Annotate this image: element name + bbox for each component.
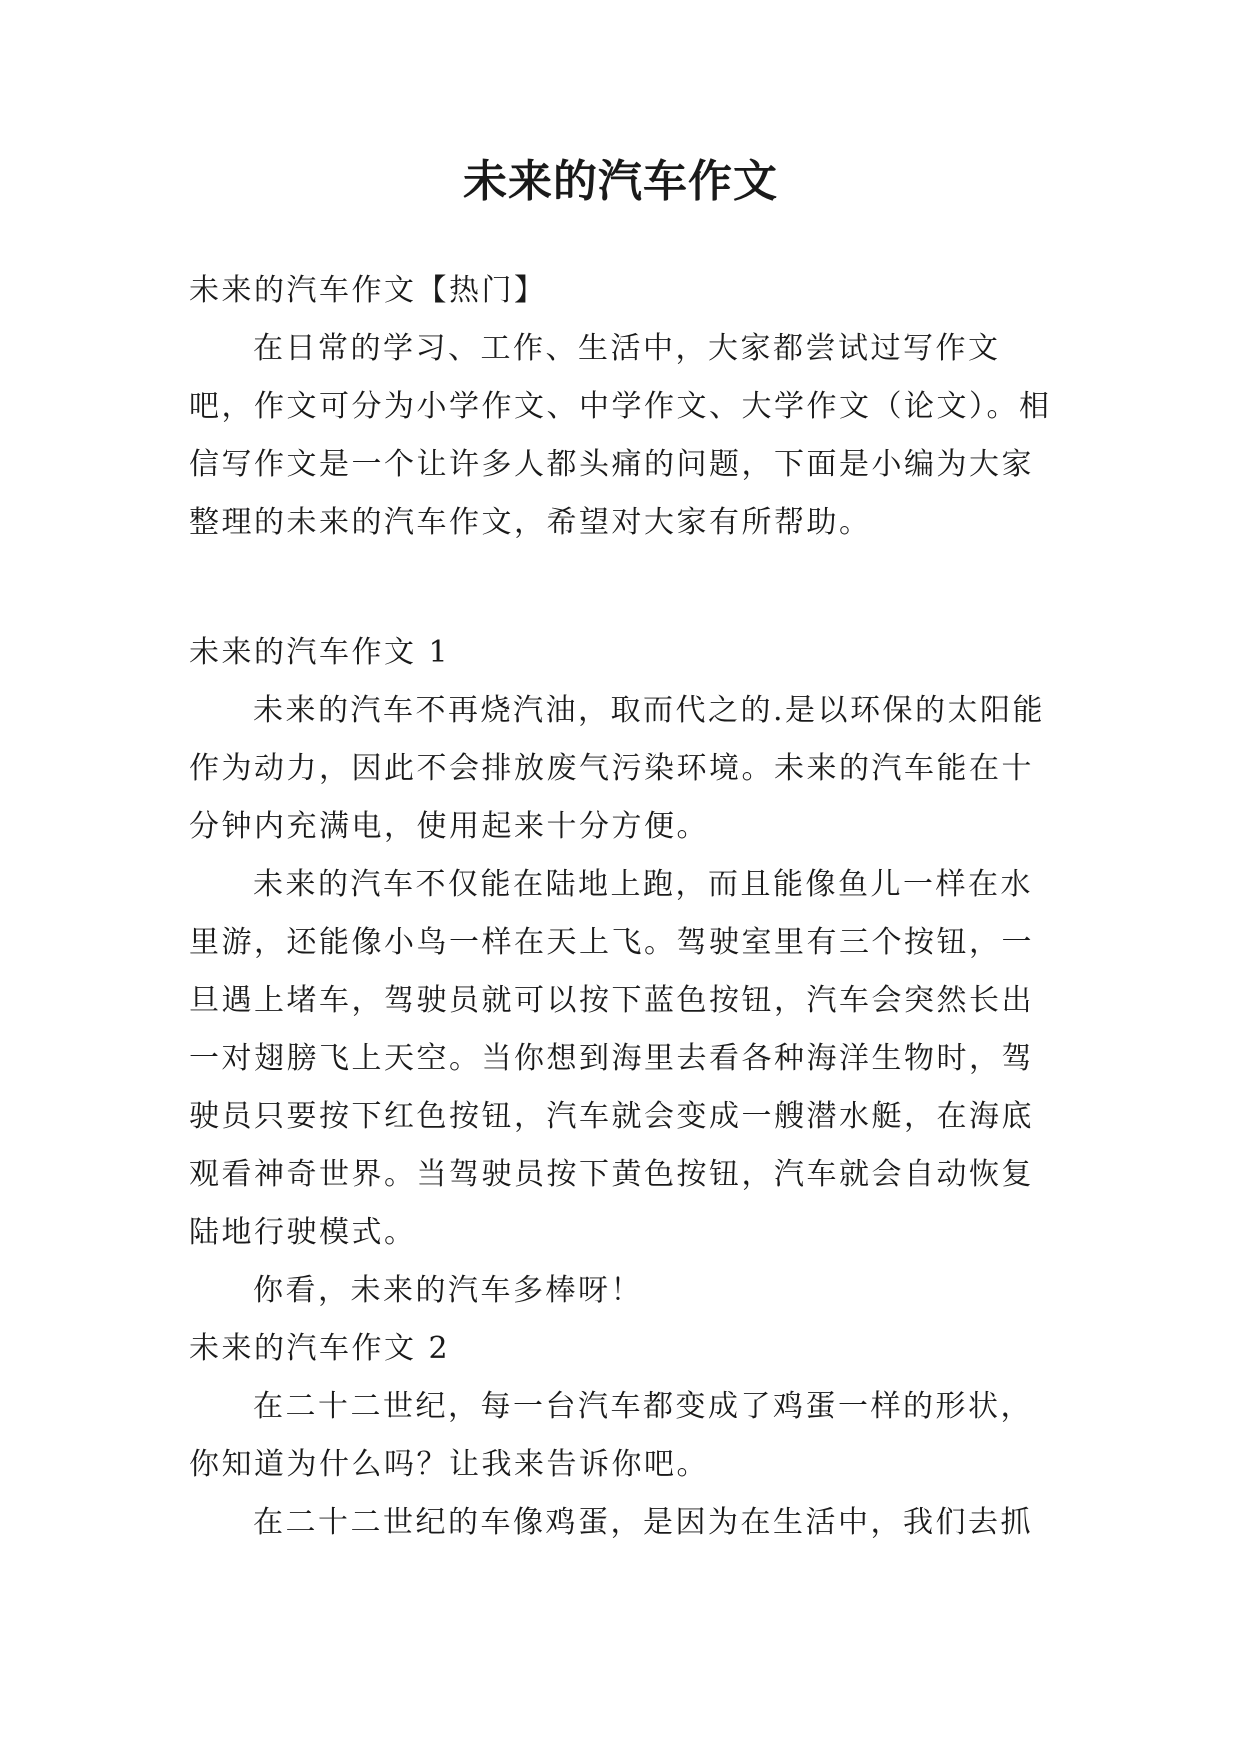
document-body: [189, 262, 1059, 1552]
section-spacer: [189, 552, 1059, 624]
intro-paragraph: 在日常的学习、工作、生活中，大家都尝试过写作文吧，作文可分为小学作文、中学作文、大学作文（论文）。相信写作文是一个让许多人都头痛的问题，下面是小编为大家整理的未来的汽车作文，希望对大家有所帮助。: [189, 331, 1052, 540]
essay-2-heading: 未来的汽车作文 2: [189, 1331, 451, 1366]
document-title: 未来的汽车作文: [463, 156, 778, 207]
intro-heading: 未来的汽车作文【热门】: [189, 273, 547, 308]
essay-2-paragraph-2: 在二十二世纪的车像鸡蛋，是因为在生活中，我们去抓: [253, 1505, 1033, 1540]
essay-1-paragraph-1: 未来的汽车不再烧汽油，取而代之的.是以环保的太阳能作为动力，因此不会排放废气污染环境。未来的汽车能在十分钟内充满电，使用起来十分方便。: [189, 693, 1046, 844]
essay-1-heading: 未来的汽车作文 1: [189, 635, 451, 670]
essay-1-paragraph-2: 未来的汽车不仅能在陆地上跑，而且能像鱼儿一样在水里游，还能像小鸟一样在天上飞。驾驶室里有三个按钮，一旦遇上堵车，驾驶员就可以按下蓝色按钮，汽车会突然长出一对翅膀飞上天空。当你想到海里去看各种海洋生物时，驾驶员只要按下红色按钮，汽车就会变成一艘潜水艇，在海底观看神奇世界。当驾驶员按下黄色按钮，汽车就会自动恢复陆地行驶模式。: [189, 867, 1034, 1250]
essay-2-paragraph-1: 在二十二世纪，每一台汽车都变成了鸡蛋一样的形状，你知道为什么吗？让我来告诉你吧。: [189, 1389, 1033, 1482]
essay-1-paragraph-3: 你看，未来的汽车多棒呀！: [253, 1273, 643, 1308]
